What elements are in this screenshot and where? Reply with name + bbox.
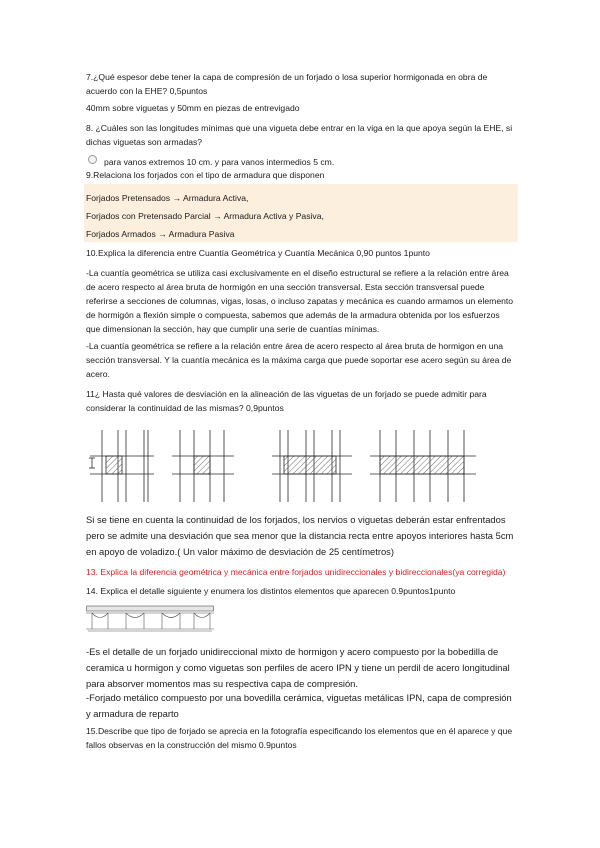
q9-question: 9.Relaciona los forjados con el tipo de armadura que disponen	[86, 170, 325, 180]
q10-answer-1: -La cuantía geométrica se utiliza casi exclusivamente en el diseño estructural se refiere a la relación entre área de acero respecto al área bruta de hormigón en una sección transversal. Esta sección transversal puede referirse a secciones de columnas, vigas, losas, o incluso zapatas y mecánica es cuando armamos un elemento de hormigón a flexión simple o compuesta, sabemos que además de la armadura obtenida por los esfuerzos que dimensionan la sección, hay que cumplir una serie de cuantías mínimas.	[86, 268, 514, 334]
q8-question: 8. ¿Cuáles son las longitudes mínimas que una vigueta debe entrar en la viga en la que apoya según la EHE, si dichas viguetas son armadas?	[86, 123, 513, 147]
joist-alignment-figure	[84, 428, 504, 504]
q7-question: 7.¿Qué espesor debe tener la capa de compresión de un forjado o losa superior hormigonada en obra de acuerdo con la EHE? 0,5puntos	[86, 72, 488, 96]
detail-1	[89, 430, 154, 502]
detail-3	[272, 430, 352, 502]
q11-question: 11¿ Hasta qué valores de desviación en la alineación de las viguetas de un forjado se puede admitir para considerar la continuidad de las mismas? 0,9puntos	[86, 389, 487, 413]
detail-2	[172, 430, 234, 502]
q7-answer: 40mm sobre viguetas y 50mm en piezas de entrevigado	[86, 103, 300, 113]
detail-4	[370, 430, 476, 502]
q14-question: 14. Explica el detalle siguiente y enumera los distintos elementos que aparecen 0.9puntos1punto	[86, 586, 456, 596]
q13-question: 13. Explica la diferencia geométrica y mecánica entre forjados unidireccionales y bidireccionales(ya corregida)	[86, 567, 506, 577]
q8-radio-option[interactable]	[88, 155, 97, 164]
q9-item: Forjados con Pretensado Parcial → Armadura Activa y Pasiva,	[86, 211, 324, 221]
q9-answer-box	[84, 184, 518, 242]
q9-item: Forjados Armados → Armadura Pasiva	[86, 229, 235, 239]
q10-question: 10.Explica la diferencia entre Cuantía Geométrica y Cuantía Mecánica 0,90 puntos 1punto	[86, 248, 430, 258]
slab-detail-figure	[86, 604, 214, 634]
q10-answer-2: -La cuantía geométrica se refiere a la relación entre área de acero respecto al área bruta de hormigon en una sección transversal. Y la cuantía mecánica es la máxima carga que puede soportar ese acero según su área de acero.	[86, 341, 512, 379]
q9-item: Forjados Pretensados → Armadura Activa,	[86, 193, 249, 203]
q14-answer-1: -Es el detalle de un forjado unidireccional mixto de hormigon y acero compuesto por la bobedilla de ceramica u hormigon y como viguetas son perfiles de acero IPN y tiene un perdil de acero longitudinal para absorver momentos mas su respectiva capa de compresión.	[86, 646, 510, 689]
q11-answer: Si se tiene en cuenta la continuidad de los forjados, los nervios o viguetas deberán estar enfrentados pero se admite una desviación que sea menor que la distancia recta entre apoyos interiores hasta 5cm en apoyo de voladizo.( Un valor máximo de desviación de 25 centímetros)	[86, 514, 514, 557]
q15-question: 15.Describe que tipo de forjado se aprecia en la fotografía especificando los elementos que en él aparece y que fallos observas en la construcción del mismo 0.9puntos	[86, 726, 513, 750]
q14-answer-2: -Forjado metálico compuesto por una bovedilla cerámica, viguetas metálicas IPN, capa de compresión y armadura de reparto	[86, 692, 512, 719]
q8-option-label: para vanos extremos 10 cm. y para vanos intermedios 5 cm.	[104, 157, 335, 167]
